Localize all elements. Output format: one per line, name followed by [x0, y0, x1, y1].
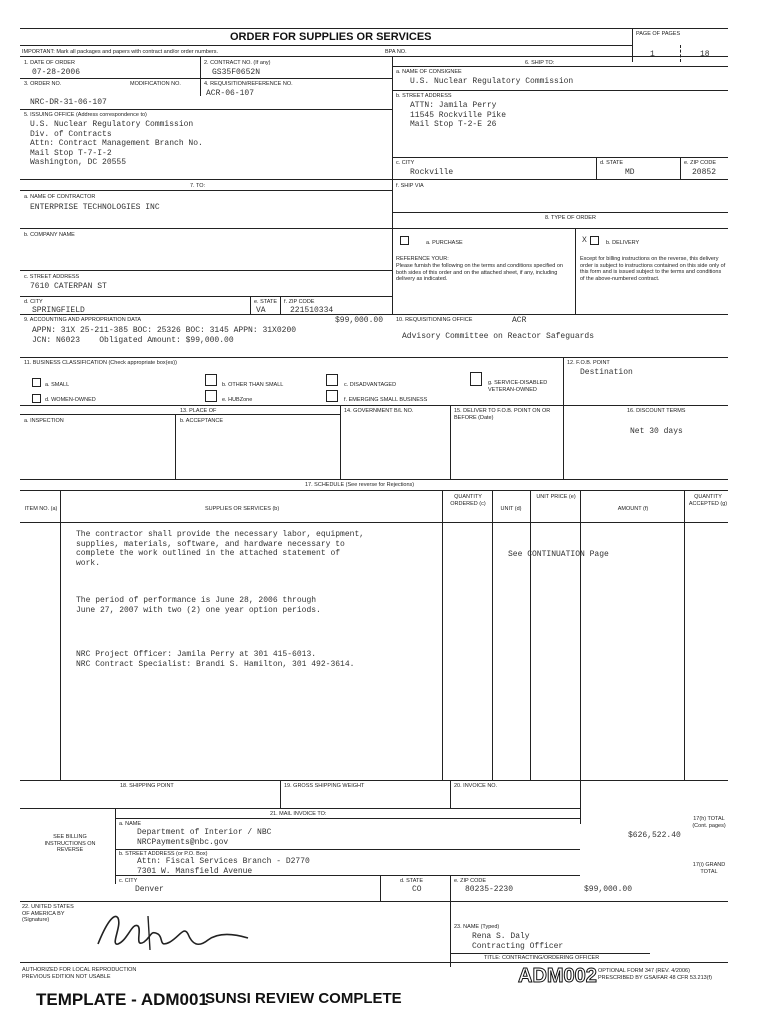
- requisition-value: ACR-06-107: [206, 89, 255, 98]
- delivery-label: b. DELIVERY: [606, 240, 640, 246]
- discount-terms-value: Net 30 days: [630, 427, 683, 436]
- col-supplies-header: SUPPLIES OR SERVICES (b): [205, 506, 280, 512]
- zip-label: e. ZIP CODE: [684, 160, 716, 166]
- reference-label: REFERENCE YOUR:: [396, 256, 449, 262]
- schedule-label: 17. SCHEDULE (See reverse for Rejections): [305, 482, 415, 488]
- grand-total-label: 17(i) GRAND TOTAL: [692, 862, 726, 875]
- contractor-state-value: VA: [256, 306, 266, 315]
- col-quantity-header: QUANTITY ORDERED (c): [450, 494, 486, 507]
- requisitioning-office-value: Advisory Committee on Reactor Safeguards: [402, 332, 595, 341]
- small-label: a. SMALL: [45, 382, 70, 388]
- zip-value: 20852: [692, 168, 717, 177]
- state-value: MD: [625, 168, 635, 177]
- contractor-zip-label: f. ZIP CODE: [284, 299, 315, 305]
- adm-stamp: ADM002: [518, 965, 597, 987]
- state-label: d. STATE: [600, 160, 624, 166]
- small-checkbox[interactable]: [32, 378, 41, 387]
- see-continuation: See CONTINUATION Page: [508, 550, 609, 559]
- place-of-label: 13. PLACE OF: [180, 408, 217, 414]
- disadvantaged-checkbox[interactable]: [326, 374, 338, 386]
- purchase-checkbox[interactable]: [400, 236, 409, 245]
- title-label: TITLE: CONTRACTING/ORDERING OFFICER: [484, 955, 600, 961]
- form-prescribed: PRESCRIBED BY GSA/FAR 48 CFR 53.213(f): [598, 975, 712, 981]
- purchase-instructions: Please furnish the following on the terms and conditions specified on both sides of this order and on the attached sheet, if any, including delivery as indicated.: [396, 263, 563, 282]
- accounting-value: APPN: 31X 25-211-385 BOC: 25326 BOC: 3145 APPN: 31X0200 JCN: N6023 Obligated Amount: $99,000.00: [32, 326, 297, 345]
- gross-weight-label: 19. GROSS SHIPPING WEIGHT: [284, 783, 365, 789]
- other-than-small-checkbox[interactable]: [205, 374, 217, 386]
- mail-name-value: Department of Interior / NBC NRCPayments@nbc.gov: [137, 828, 272, 847]
- disadvantaged-label: c. DISADVANTAGED: [344, 382, 397, 388]
- schedule-body-contacts: NRC Project Officer: Jamila Perry at 301 415-6013. NRC Contract Specialist: Brandi S. Hamilton, 301 492-3614.: [76, 650, 355, 669]
- company-label: b. COMPANY NAME: [24, 232, 75, 238]
- contractor-street-label: c. STREET ADDRESS: [24, 274, 80, 280]
- shipto-header: 6. SHIP TO:: [525, 60, 555, 66]
- name-typed-value: Rena S. Daly: [472, 932, 530, 941]
- contractor-value: ENTERPRISE TECHNOLOGIES INC: [30, 203, 160, 212]
- other-than-small-label: b. OTHER THAN SMALL: [222, 382, 284, 388]
- grand-total-amount: $99,000.00: [584, 885, 633, 894]
- date-value: 07-28-2006: [32, 68, 81, 77]
- acceptance-label: b. ACCEPTANCE: [180, 418, 223, 424]
- contractor-label: a. NAME OF CONTRACTOR: [24, 194, 96, 200]
- contract-label: 2. CONTRACT NO. (If any): [204, 60, 271, 66]
- city-label: c. CITY: [396, 160, 415, 166]
- mail-zip-label: e. ZIP CODE: [454, 878, 486, 884]
- requisitioning-office-abbr: ACR: [512, 316, 527, 325]
- see-billing-instructions: SEE BILLING INSTRUCTIONS ON REVERSE: [44, 834, 96, 853]
- issuing-value: U.S. Nuclear Regulatory Commission Div. of Contracts Attn: Contract Management Branch No. Mail Stop T-7-I-2 Washington, DC 20555: [30, 120, 203, 167]
- schedule-body-scope: The contractor shall provide the necessary labor, equipment, supplies, materials, software, and hardware necessary to complete the work outlined in the attached statement of work.: [76, 530, 365, 568]
- requisition-label: 4. REQUISITION/REFERENCE NO.: [204, 81, 293, 87]
- col-item-header: ITEM NO. (a): [24, 506, 58, 512]
- col-accepted-header: QUANTITY ACCEPTED (g): [688, 494, 728, 507]
- mail-city-value: Denver: [135, 885, 164, 894]
- contractor-street-value: 7610 CATERPAN ST: [30, 282, 107, 291]
- service-disabled-label: g. SERVICE-DISABLED VETERAN-OWNED: [488, 380, 548, 393]
- page-label: PAGE OF PAGES: [636, 31, 681, 37]
- mail-name-label: a. NAME: [119, 821, 142, 827]
- template-stamp: TEMPLATE - ADM001: [36, 990, 208, 1009]
- mail-city-label: c. CITY: [119, 878, 138, 884]
- street-value: ATTN: Jamila Perry 11545 Rockville Pike Mail Stop T-2-E 26: [410, 101, 507, 129]
- shipping-point-label: 18. SHIPPING POINT: [120, 783, 174, 789]
- emerging-label: f. EMERGING SMALL BUSINESS: [344, 397, 428, 403]
- signature-image: [88, 904, 258, 956]
- contract-value: GS35F0652N: [212, 68, 261, 77]
- fob-value: Destination: [580, 368, 633, 377]
- name-typed-label: 23. NAME (Typed): [454, 924, 500, 930]
- delivery-checkmark: X: [582, 236, 587, 245]
- usa-signature-label: 22. UNITED STATES OF AMERICA BY (Signature): [22, 904, 74, 923]
- form-title: ORDER FOR SUPPLIES OR SERVICES: [230, 31, 432, 43]
- important-note: IMPORTANT: Mark all packages and papers with contract and/or order numbers.: [22, 49, 219, 55]
- bpa-label: BPA NO.: [385, 49, 407, 55]
- women-owned-checkbox[interactable]: [32, 394, 41, 403]
- shipvia-label: f. SHIP VIA: [396, 183, 424, 189]
- women-owned-label: d. WOMEN-OWNED: [45, 397, 96, 403]
- mail-street-value: Attn: Fiscal Services Branch - D2770 7301 W. Mansfield Avenue: [137, 857, 310, 876]
- fob-label: 12. F.O.B. POINT: [567, 360, 610, 366]
- date-label: 1. DATE OF ORDER: [24, 60, 75, 66]
- total-label: 17(h) TOTAL (Cont. pages): [692, 816, 726, 829]
- contractor-zip-value: 221510334: [290, 306, 334, 315]
- mail-state-label: d. STATE: [400, 878, 424, 884]
- contractor-city-value: SPRINGFIELD: [32, 306, 85, 315]
- to-header: 7. TO:: [190, 183, 206, 189]
- delivery-instructions: Except for billing instructions on the reverse, this delivery order is subject to instructions contained on this side only of this form and is issued subject to the terms and conditions of the above-numbered contract.: [580, 256, 726, 282]
- mail-invoice-label: 21. MAIL INVOICE TO:: [270, 811, 327, 817]
- inspection-label: a. INSPECTION: [24, 418, 64, 424]
- col-amount-header: AMOUNT (f): [617, 506, 649, 512]
- government-bl-label: 14. GOVERNMENT B/L NO.: [344, 408, 414, 414]
- order-value: NRC-DR-31-06-107: [30, 98, 107, 107]
- page-total: 18: [700, 50, 710, 59]
- issuing-label: 5. ISSUING OFFICE (Address correspondence to): [24, 112, 147, 118]
- emerging-checkbox[interactable]: [326, 390, 338, 402]
- mail-street-label: b. STREET ADDRESS (or P.O. Box): [119, 851, 208, 857]
- sunsi-stamp: SUNSI REVIEW COMPLETE: [205, 990, 402, 1007]
- accounting-label: 9. ACCOUNTING AND APPROPRIATION DATA: [24, 317, 142, 323]
- total-amount: $626,522.40: [628, 831, 681, 840]
- business-classification-label: 11. BUSINESS CLASSIFICATION (Check appropriate box(es)): [24, 360, 177, 366]
- mail-state-value: CO: [412, 885, 422, 894]
- consignee-value: U.S. Nuclear Regulatory Commission: [410, 77, 574, 86]
- deliver-by-label: 15. DELIVER TO F.O.B. POINT ON OR BEFORE (Date): [454, 408, 551, 421]
- contractor-state-label: e. STATE: [254, 299, 278, 305]
- accounting-amount: $99,000.00: [335, 316, 384, 325]
- hubzone-label: e. HUBZone: [222, 397, 253, 403]
- col-unit-price-header: UNIT PRICE (e): [536, 494, 576, 500]
- authorized-reproduction: AUTHORIZED FOR LOCAL REPRODUCTION PREVIOUS EDITION NOT USABLE: [22, 967, 137, 980]
- title-typed-value: Contracting Officer: [472, 942, 564, 951]
- contractor-city-label: d. CITY: [24, 299, 43, 305]
- mail-zip-value: 80235-2230: [465, 885, 514, 894]
- schedule-body-period: The period of performance is June 28, 2006 through June 27, 2007 with two (2) one year option periods.: [76, 596, 321, 615]
- consignee-label: a. NAME OF CONSIGNEE: [396, 69, 462, 75]
- type-of-order-header: 8. TYPE OF ORDER: [545, 215, 596, 221]
- page-number: 1: [650, 50, 655, 59]
- city-value: Rockville: [410, 168, 454, 177]
- purchase-label: a. PURCHASE: [426, 240, 463, 246]
- service-disabled-checkbox[interactable]: [470, 372, 482, 386]
- invoice-no-label: 20. INVOICE NO.: [454, 783, 498, 789]
- requisitioning-office-label: 10. REQUISITIONING OFFICE: [396, 317, 473, 323]
- form-number: OPTIONAL FORM 347 (REV. 4/2006): [598, 968, 690, 974]
- hubzone-checkbox[interactable]: [205, 390, 217, 402]
- delivery-checkbox[interactable]: [590, 236, 599, 245]
- modification-label: MODIFICATION NO.: [130, 81, 181, 87]
- discount-terms-label: 16. DISCOUNT TERMS: [627, 408, 686, 414]
- street-label: b. STREET ADDRESS: [396, 93, 452, 99]
- order-label: 3. ORDER NO.: [24, 81, 62, 87]
- col-unit-header: UNIT (d): [500, 506, 522, 512]
